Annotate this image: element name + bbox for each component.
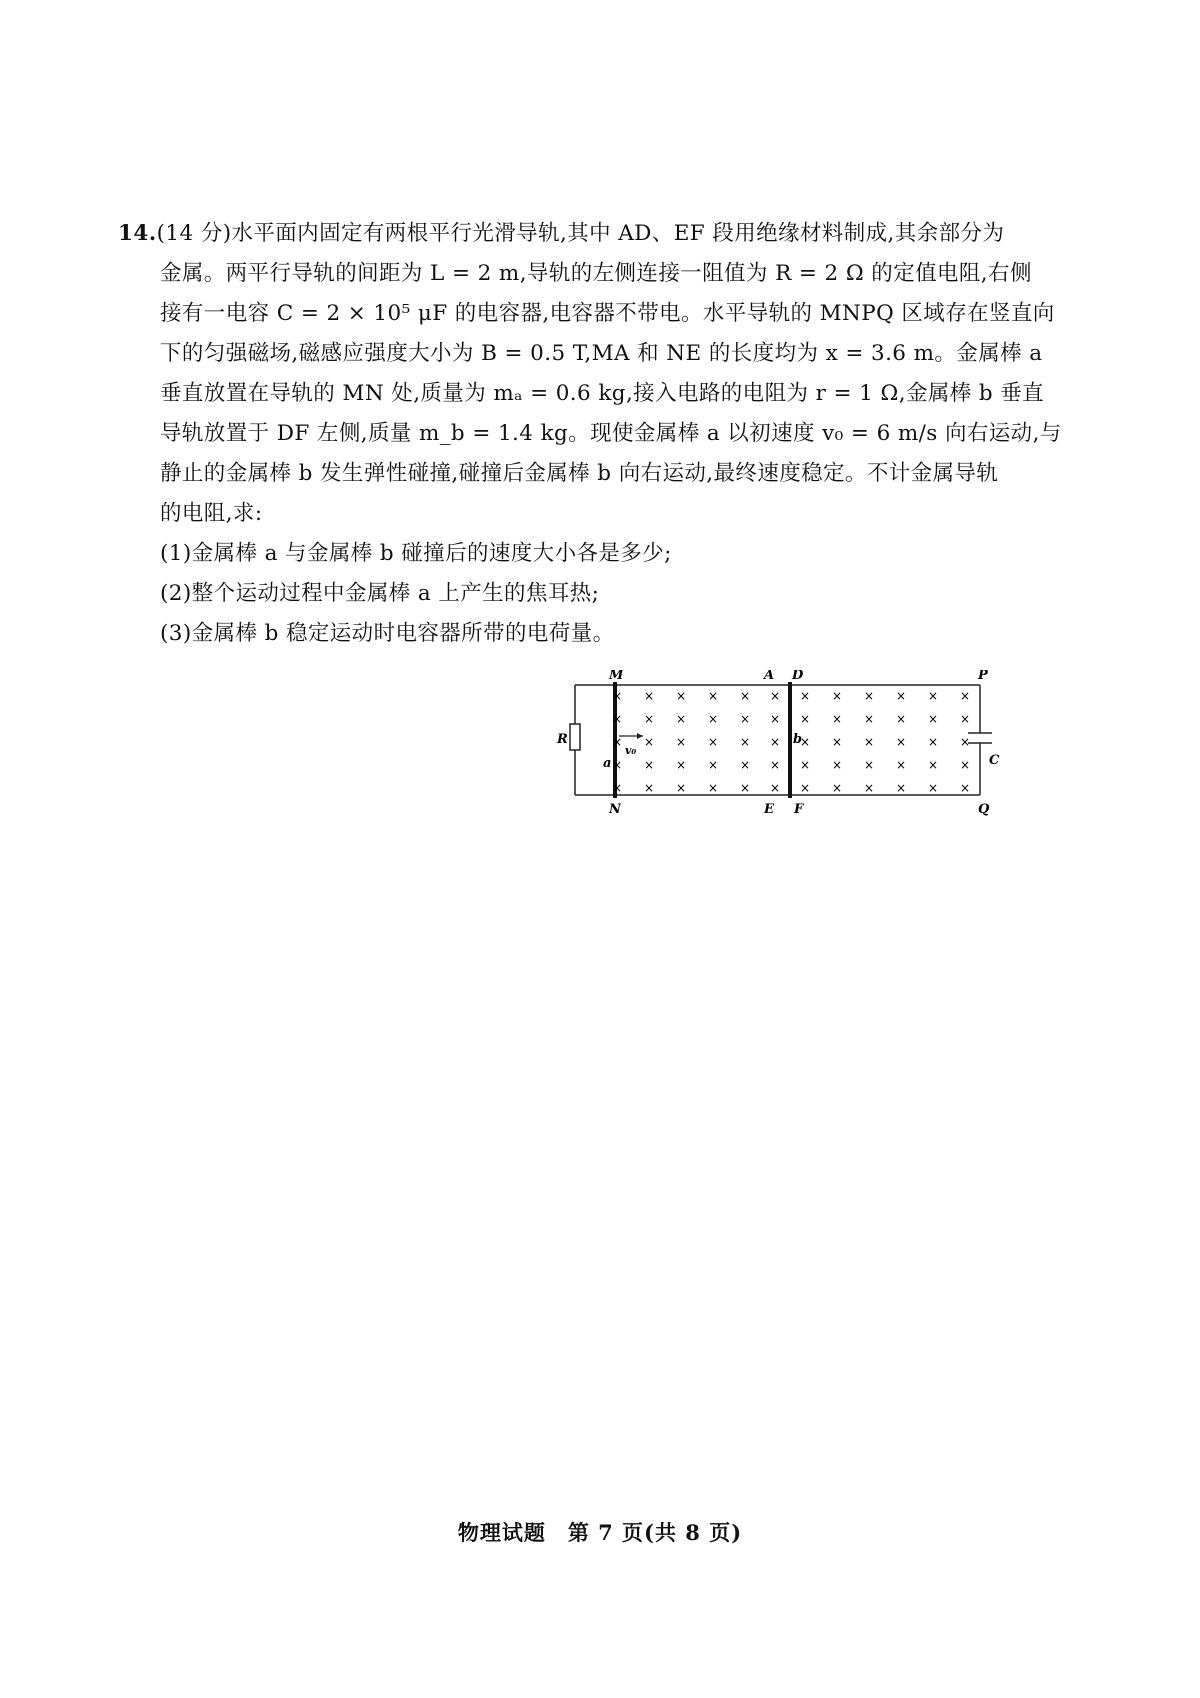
field-cross: ×	[863, 735, 875, 749]
label-P: P	[978, 670, 988, 683]
field-cross: ×	[927, 781, 939, 795]
field-cross: ×	[707, 735, 719, 749]
field-cross: ×	[831, 689, 843, 703]
field-cross: ×	[927, 758, 939, 772]
field-cross: ×	[611, 712, 623, 726]
field-cross: ×	[895, 735, 907, 749]
question-2: (2)整个运动过程中金属棒 a 上产生的焦耳热;	[160, 581, 600, 606]
problem-stem-line-6: 导轨放置于 DF 左侧,质量 m_b = 1.4 kg。现使金属棒 a 以初速度 v₀ = 6 m/s 向右运动,与	[160, 421, 1062, 446]
field-cross: ×	[959, 735, 971, 749]
field-cross: ×	[675, 781, 687, 795]
label-R: R	[557, 732, 568, 747]
question-1: (1)金属棒 a 与金属棒 b 碰撞后的速度大小各是多少;	[160, 541, 672, 566]
field-cross: ×	[895, 758, 907, 772]
field-cross: ×	[707, 781, 719, 795]
field-cross: ×	[769, 712, 781, 726]
field-cross: ×	[675, 712, 687, 726]
field-cross: ×	[831, 781, 843, 795]
field-cross: ×	[707, 712, 719, 726]
label-N: N	[609, 802, 621, 817]
field-cross: ×	[799, 689, 811, 703]
velocity-arrowhead	[637, 733, 643, 739]
field-cross: ×	[959, 758, 971, 772]
problem-stem-line-5: 垂直放置在导轨的 MN 处,质量为 mₐ = 0.6 kg,接入电路的电阻为 r = 1 Ω,金属棒 b 垂直	[160, 381, 1045, 406]
question-3: (3)金属棒 b 稳定运动时电容器所带的电荷量。	[160, 621, 615, 646]
label-Q: Q	[978, 802, 990, 817]
field-cross: ×	[799, 781, 811, 795]
label-D: D	[792, 670, 804, 683]
field-cross: ×	[863, 758, 875, 772]
field-cross: ×	[799, 758, 811, 772]
field-cross: ×	[959, 689, 971, 703]
field-cross: ×	[799, 712, 811, 726]
field-cross: ×	[643, 758, 655, 772]
field-cross: ×	[863, 712, 875, 726]
label-v0: v₀	[625, 744, 637, 757]
field-cross: ×	[769, 758, 781, 772]
field-cross: ×	[769, 735, 781, 749]
problem-stem-line-1: 14.(14 分)水平面内固定有两根平行光滑导轨,其中 AD、EF 段用绝缘材料制成,其余部分为	[118, 221, 1005, 246]
field-cross: ×	[831, 712, 843, 726]
field-cross: ×	[799, 735, 811, 749]
field-cross: ×	[643, 735, 655, 749]
field-cross: ×	[927, 735, 939, 749]
resistor-R	[570, 724, 580, 750]
page-footer: 物理试题 第 7 页(共 8 页)	[457, 1520, 743, 1545]
field-cross: ×	[863, 689, 875, 703]
field-cross: ×	[739, 712, 751, 726]
label-a: a	[603, 756, 612, 771]
label-b: b	[793, 732, 803, 747]
problem-stem-line-7: 静止的金属棒 b 发生弹性碰撞,碰撞后金属棒 b 向右运动,最终速度稳定。不计金属导轨	[160, 461, 999, 486]
problem-14	[118, 214, 1083, 654]
field-cross: ×	[895, 712, 907, 726]
label-F: F	[794, 802, 804, 817]
label-E: E	[764, 802, 774, 817]
problem-stem-line-3: 接有一电容 C = 2 × 10⁵ μF 的电容器,电容器不带电。水平导轨的 MNPQ 区域存在竖直向	[160, 301, 1055, 326]
field-cross: ×	[739, 781, 751, 795]
field-cross: ×	[959, 712, 971, 726]
label-M: M	[609, 670, 624, 683]
field-cross: ×	[863, 781, 875, 795]
field-cross: ×	[675, 735, 687, 749]
field-cross: ×	[739, 689, 751, 703]
field-cross: ×	[611, 689, 623, 703]
field-cross: ×	[769, 689, 781, 703]
field-cross: ×	[769, 781, 781, 795]
field-cross: ×	[611, 735, 623, 749]
field-cross: ×	[831, 735, 843, 749]
problem-stem-line-8: 的电阻,求:	[160, 501, 263, 526]
field-cross: ×	[611, 758, 623, 772]
rail-circuit-figure	[555, 670, 1085, 835]
label-C: C	[989, 753, 1000, 768]
field-cross: ×	[927, 689, 939, 703]
problem-number: 14.	[118, 221, 157, 246]
field-cross: ×	[707, 758, 719, 772]
field-cross: ×	[643, 689, 655, 703]
field-cross: ×	[831, 758, 843, 772]
field-cross: ×	[675, 689, 687, 703]
field-cross: ×	[643, 712, 655, 726]
field-cross: ×	[739, 735, 751, 749]
problem-stem-line-2: 金属。两平行导轨的间距为 L = 2 m,导轨的左侧连接一阻值为 R = 2 Ω 的定值电阻,右侧	[160, 261, 1032, 286]
field-cross: ×	[675, 758, 687, 772]
field-cross: ×	[895, 781, 907, 795]
rail-circuit-diagram	[555, 670, 1085, 835]
field-cross: ×	[707, 689, 719, 703]
label-A: A	[764, 670, 775, 683]
field-cross: ×	[959, 781, 971, 795]
field-cross: ×	[927, 712, 939, 726]
problem-stem-line-4: 下的匀强磁场,磁感应强度大小为 B = 0.5 T,MA 和 NE 的长度均为 x = 3.6 m。金属棒 a	[160, 341, 1043, 366]
field-cross: ×	[739, 758, 751, 772]
field-cross: ×	[643, 781, 655, 795]
field-cross: ×	[611, 781, 623, 795]
field-cross: ×	[895, 689, 907, 703]
